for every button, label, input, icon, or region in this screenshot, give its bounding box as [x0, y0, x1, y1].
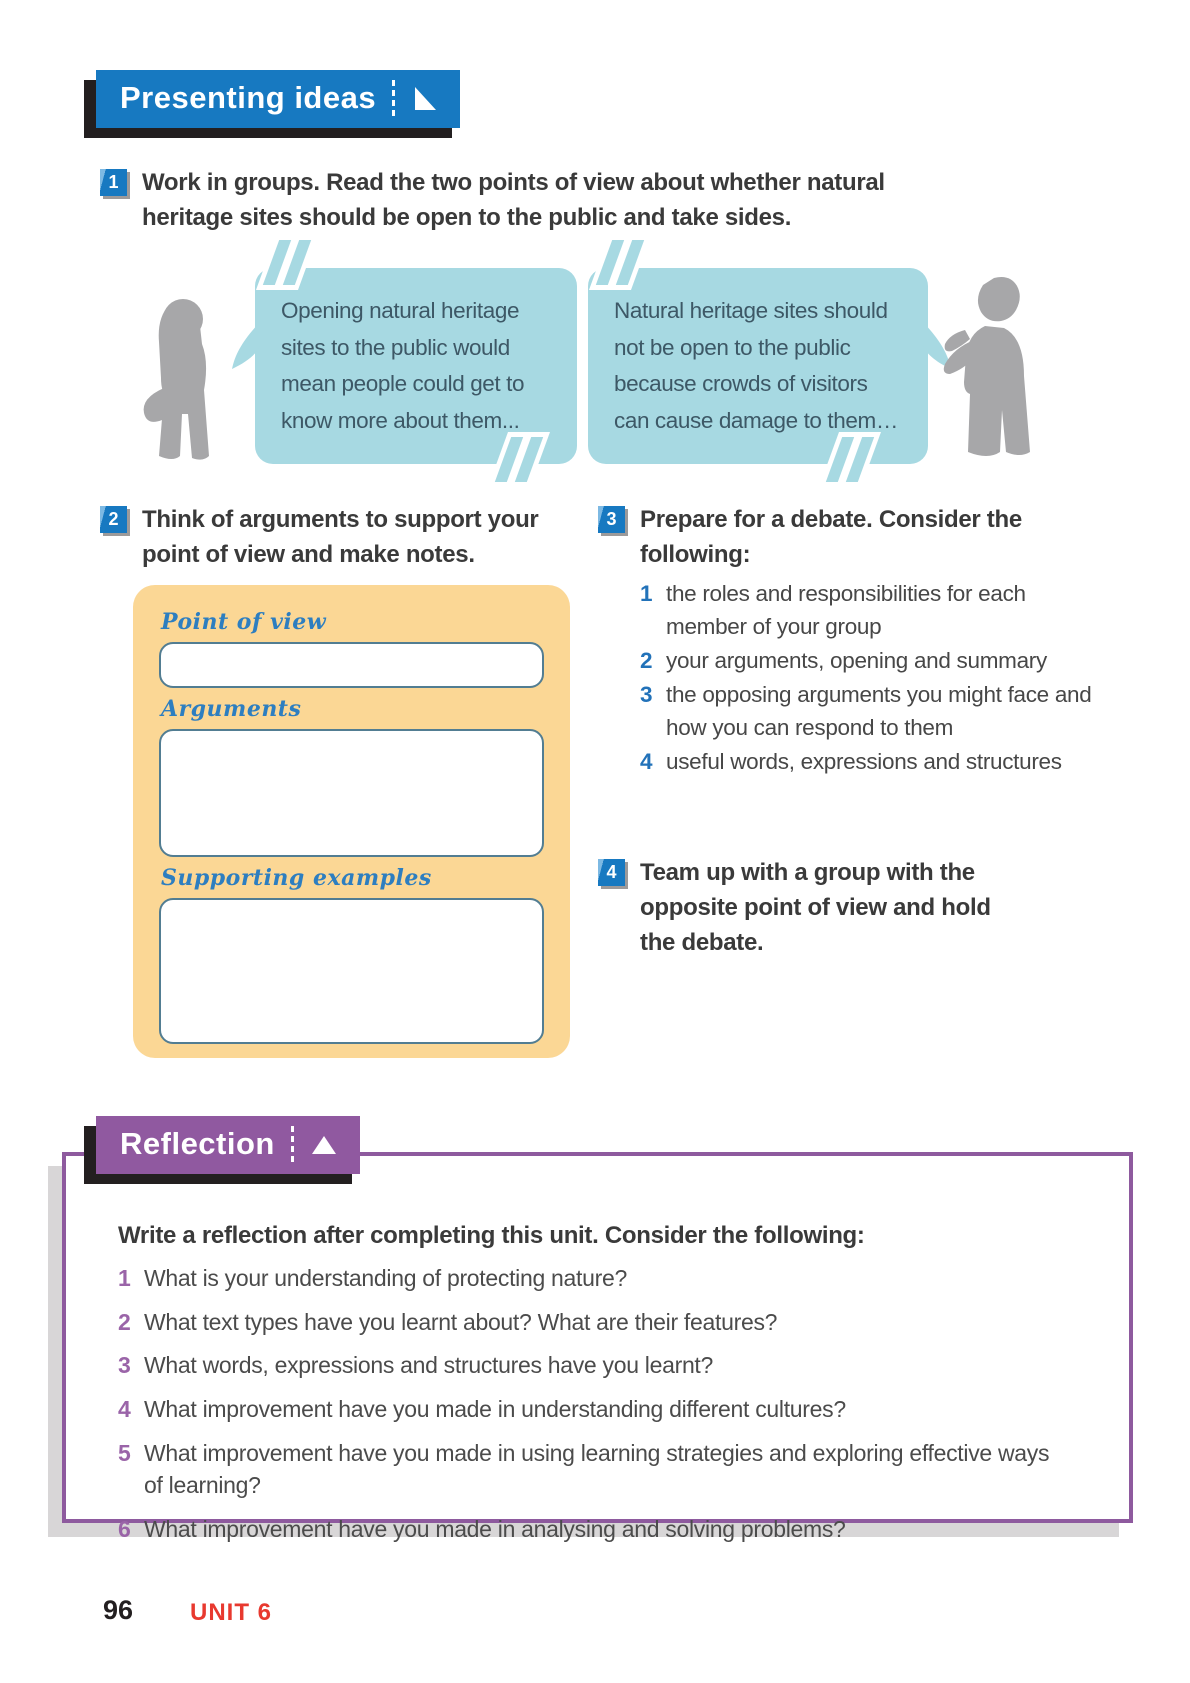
point-of-view-label: Point of view — [161, 609, 327, 635]
speech-bubble-left — [255, 268, 577, 464]
reflection-item: 3 What words, expressions and structures have you learnt? — [118, 1352, 714, 1379]
activity-instruction: Think of arguments to support your point of view and make notes. — [142, 506, 539, 568]
reflection-banner — [96, 1116, 360, 1174]
bubble-text-line: sites to the public would — [281, 334, 510, 360]
speech-bubble-right — [588, 268, 928, 464]
reflection-item: 6 What improvement have you made in analysing and solving problems? — [118, 1515, 846, 1542]
activity-number-badge: 3 — [598, 506, 625, 533]
activity-1 — [100, 166, 910, 236]
activity-number-badge: 4 — [598, 859, 625, 886]
activity-number-badge: 2 — [100, 506, 127, 533]
quote-open-icon — [271, 240, 303, 285]
list-item: 3 the opposing arguments you might face and how you can respond to them — [640, 682, 1092, 741]
dashed-divider — [392, 80, 395, 116]
activity-2 — [100, 503, 555, 573]
activity-number-badge: 1 — [100, 169, 127, 196]
bubble-text-line: mean people could get to — [281, 371, 525, 396]
up-triangle-icon — [310, 1131, 338, 1158]
supporting-examples-input[interactable] — [159, 898, 544, 1044]
section-title: Reflection — [120, 1126, 275, 1161]
quote-close-icon — [503, 437, 535, 482]
point-of-view-input[interactable] — [159, 642, 544, 688]
list-item: 4 useful words, expressions and structures — [640, 749, 1062, 775]
arguments-input[interactable] — [159, 729, 544, 857]
reflection-item: 1 What is your understanding of protecting nature? — [118, 1265, 627, 1291]
list-item: 1 the roles and responsibilities for each member of your group — [640, 581, 1026, 640]
corner-triangle-icon — [411, 85, 438, 112]
reflection-item: 4 What improvement have you made in understanding different cultures? — [118, 1395, 846, 1422]
section-title: Presenting ideas — [120, 80, 377, 115]
quote-open-icon — [604, 240, 636, 285]
bubble-text-line: know more about them... — [281, 407, 520, 433]
bubble-text-line: can cause damage to them… — [614, 407, 898, 433]
bubble-text-line: Natural heritage sites should — [614, 298, 888, 323]
activity-instruction: Work in groups. Read the two points of view about whether natural heritage sites should be open to the public and take sides. — [142, 169, 885, 231]
activity-instruction: Prepare for a debate. Consider the following: — [640, 506, 1022, 568]
notes-box — [133, 585, 570, 1058]
page-number: 96 — [103, 1595, 134, 1625]
woman-silhouette — [103, 292, 243, 464]
bubble-text-line: not be open to the public — [614, 334, 851, 360]
activity-instruction: Team up with a group with the opposite point of view and hold the debate. — [640, 859, 991, 956]
supporting-examples-label: Supporting examples — [161, 865, 432, 891]
quote-close-icon — [834, 437, 866, 482]
activity-3 — [598, 503, 1095, 573]
activity-4 — [598, 856, 1018, 960]
presenting-ideas-banner — [96, 70, 460, 128]
dashed-divider — [291, 1126, 294, 1162]
reflection-item: 5 What improvement have you made in using learning strategies and exploring effective ways of learning? — [118, 1439, 1050, 1499]
debate-points-list — [640, 577, 1098, 779]
man-silhouette — [938, 276, 1068, 456]
bubble-tail-icon — [232, 318, 260, 370]
bubble-text-line: Opening natural heritage — [281, 298, 520, 323]
arguments-label: Arguments — [161, 696, 302, 722]
reflection-box — [62, 1152, 1133, 1542]
unit-label: UNIT 6 — [190, 1599, 273, 1626]
reflection-intro: Write a reflection after completing this unit. Consider the following: — [118, 1222, 865, 1249]
bubble-text-line: because crowds of visitors — [614, 371, 868, 396]
reflection-item: 2 What text types have you learnt about? What are their features? — [118, 1308, 778, 1335]
list-item: 2 your arguments, opening and summary — [640, 648, 1047, 674]
